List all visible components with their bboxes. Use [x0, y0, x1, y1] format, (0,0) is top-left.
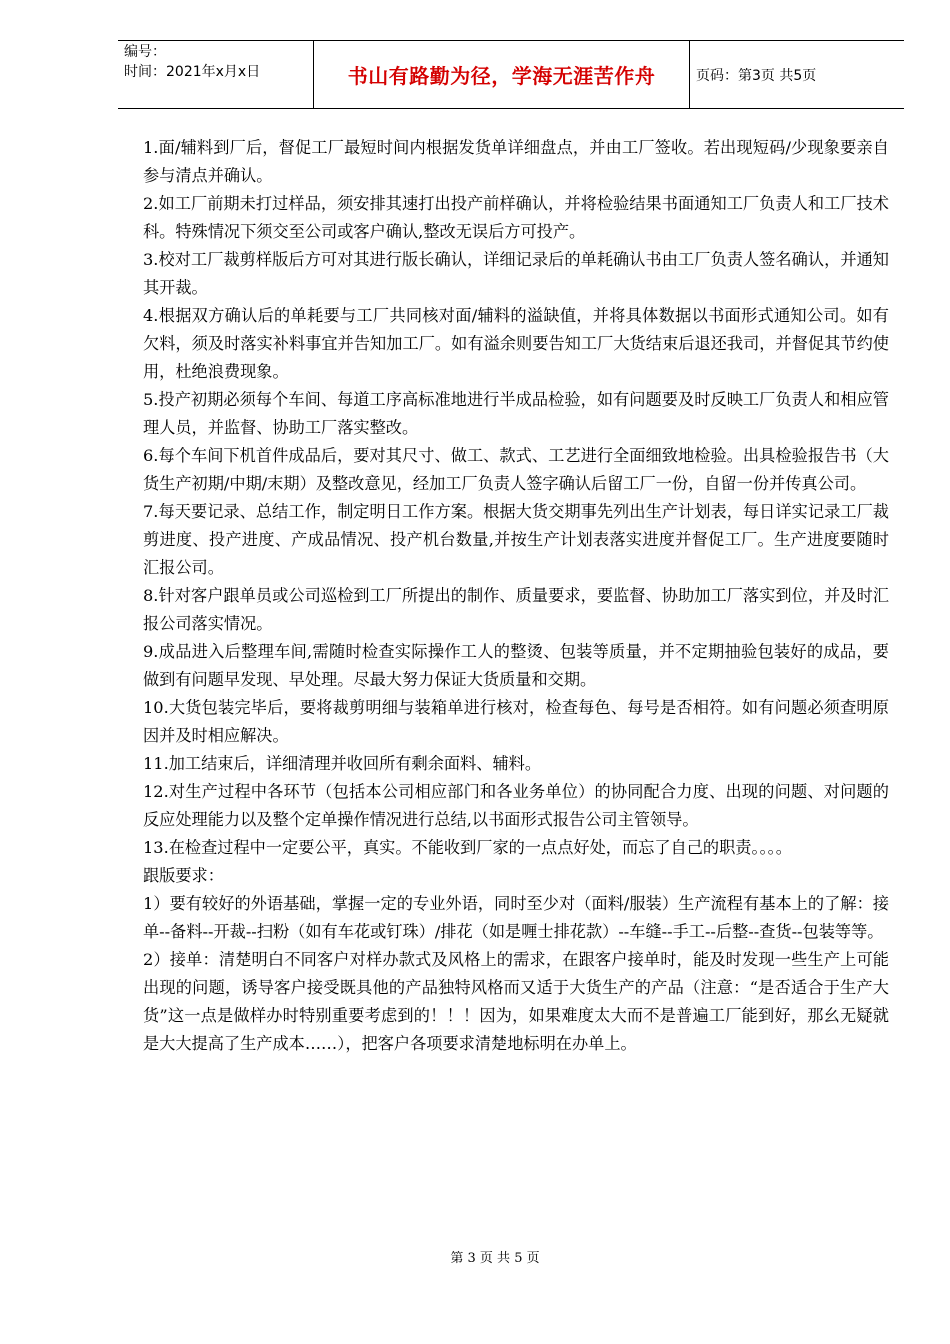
paragraph-10: 10.大货包装完毕后，要将裁剪明细与装箱单进行核对，检查每色、每号是否相符。如有问题必须查明原因并及时相应解决。 [143, 698, 889, 745]
header-page-number: 页码：第3页 共5页 [696, 67, 817, 84]
paragraph-12: 12.对生产过程中各环节（包括本公司相应部门和各业务单位）的协同配合力度、出现的问题、对问题的反应处理能力以及整个定单操作情况进行总结,以书面形式报告公司主管领导。 [143, 782, 889, 829]
page-header [118, 40, 904, 109]
paragraph-13: 13.在检查过程中一定要公平，真实。不能收到厂家的一点点好处，而忘了自己的职责。。。。 [143, 838, 792, 857]
paragraph-9: 9.成品进入后整理车间,需随时检查实际操作工人的整烫、包装等质量，并不定期抽验包装好的成品，要做到有问题早发现、早处理。尽最大努力保证大货质量和交期。 [143, 642, 889, 689]
paragraph-6: 6.每个车间下机首件成品后，要对其尺寸、做工、款式、工艺进行全面细致地检验。出具检验报告书（大货生产初期/中期/末期）及整改意见，经加工厂负责人签字确认后留工厂一份，自留一份并传真公司。 [143, 446, 889, 493]
header-meta [118, 41, 314, 108]
paragraph-4: 4.根据双方确认后的单耗要与工厂共同核对面/辅料的溢缺值，并将具体数据以书面形式通知公司。如有欠料，须及时落实补料事宜并告知加工厂。如有溢余则要告知工厂大货结束后退还我司，并督促其节约使用，杜绝浪费现象。 [143, 306, 889, 381]
paragraph-2: 2.如工厂前期未打过样品，须安排其速打出投产前样确认，并将检验结果书面通知工厂负责人和工厂技术科。特殊情况下须交至公司或客户确认,整改无误后方可投产。 [143, 194, 889, 241]
paragraph-11: 11.加工结束后，详细清理并收回所有剩余面料、辅料。 [143, 754, 542, 773]
document-body [143, 134, 889, 1058]
requirement-2: 2）接单：清楚明白不同客户对样办款式及风格上的需求，在跟客户接单时，能及时发现一些生产上可能出现的问题，诱导客户接受既具他的产品独特风格而又适于大货生产的产品（注意：“是否适合于生产大货”这一点是做样办时特别重要考虑到的！！！因为，如果难度太大而不是普遍工厂能到好，那幺无疑就是大大提高了生产成本……），把客户各项要求清楚地标明在办单上。 [143, 950, 889, 1053]
paragraph-8: 8.针对客户跟单员或公司巡检到工厂所提出的制作、质量要求，要监督、协助加工厂落实到位，并及时汇报公司落实情况。 [143, 586, 889, 633]
page-footer: 第 3 页 共 5 页 [450, 1251, 540, 1266]
section-heading: 跟版要求： [143, 866, 224, 885]
header-motto: 书山有路勤为径，学海无涯苦作舟 [314, 41, 690, 108]
document-time-label: 时间：2021年x月x日 [124, 64, 261, 80]
paragraph-3: 3.校对工厂裁剪样版后方可对其进行版长确认，详细记录后的单耗确认书由工厂负责人签名确认，并通知其开裁。 [143, 250, 889, 297]
paragraph-7: 7.每天要记录、总结工作，制定明日工作方案。根据大货交期事先列出生产计划表，每日详实记录工厂裁剪进度、投产进度、产成品情况、投产机台数量,并按生产计划表落实进度并督促工厂。生产进度要随时汇报公司。 [143, 502, 889, 577]
paragraph-1: 1.面/辅料到厂后，督促工厂最短时间内根据发货单详细盘点，并由工厂签收。若出现短码/少现象要亲自参与清点并确认。 [143, 138, 889, 185]
paragraph-5: 5.投产初期必须每个车间、每道工序高标准地进行半成品检验，如有问题要及时反映工厂负责人和相应管理人员，并监督、协助工厂落实整改。 [143, 390, 889, 437]
document-number-label: 编号： [124, 44, 166, 60]
requirement-1: 1）要有较好的外语基础，掌握一定的专业外语，同时至少对（面料/服装）生产流程有基本上的了解：接单--备料--开裁--扫粉（如有车花或钉珠）/排花（如是喱士排花款）--车缝--手工--后整--查货--包装等等。 [143, 894, 889, 941]
